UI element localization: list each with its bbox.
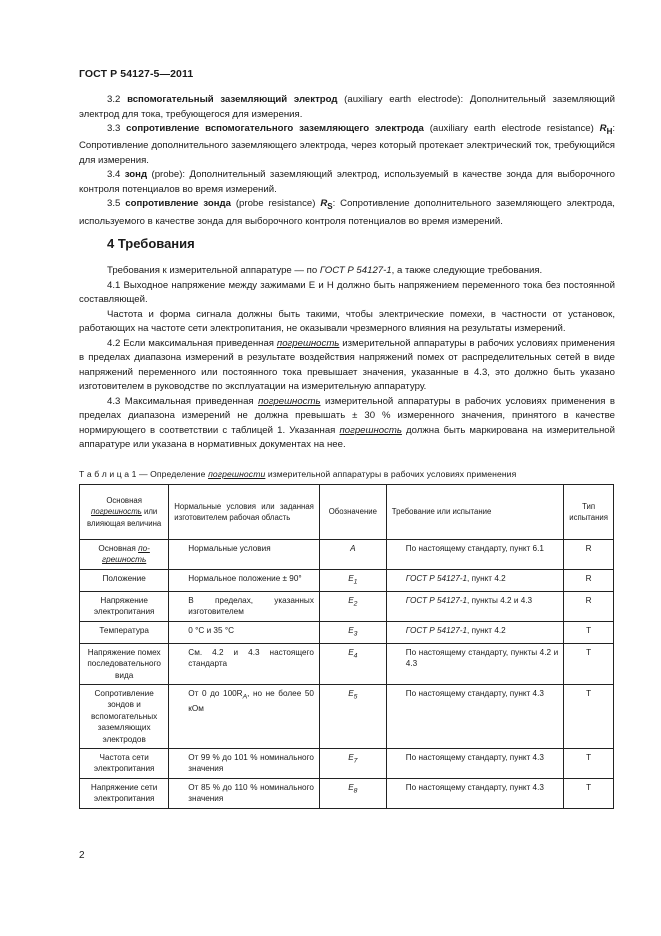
row-requirement: ГОСТ Р 54127-1, пункт 4.2	[386, 621, 563, 643]
table-header-row	[80, 485, 614, 540]
row-test-type: T	[564, 748, 614, 778]
row-test-type: T	[564, 778, 614, 808]
header-error: Основная погрешность или влияющая величина	[80, 485, 169, 540]
definition-3-4: 3.4 зонд (probe): Дополнительный заземляющий электрод, используемый в качестве зонда для выборочного контроля потенциалов во время измерений.	[79, 169, 615, 195]
table-row	[80, 621, 614, 643]
row-symbol: $E_7$	[319, 748, 386, 778]
row-quantity: Напряжение сети электропитания	[80, 778, 169, 808]
row-quantity: Сопротивление зондов и вспомогательных заземляющих электродов	[80, 684, 169, 748]
row-symbol: $E_3$	[319, 621, 386, 643]
table-row	[80, 778, 614, 808]
section-title: 4 Требования	[107, 236, 195, 251]
row-test-type: R	[564, 540, 614, 570]
req-4-2: 4.2 Если максимальная приведенная погрешность измерительной аппаратуры в рабочих условиях применения в пределах диапазона измерений в результате воздействия напряжений помех от распределительных сетей в виде напряжений переменного или постоянного тока превышает значения, указанные в 4.3, это должно быть указано изготовителем в руководстве по эксплуатации на измерительную аппаратуру.	[79, 337, 615, 392]
row-requirement: По настоящему стандарту, пункт 6.1	[386, 540, 563, 570]
row-requirement: ГОСТ Р 54127-1, пункты 4.2 и 4.3	[386, 591, 563, 621]
row-symbol: A	[319, 540, 386, 570]
header-symbol: Обозначение	[319, 485, 386, 540]
table-row	[80, 540, 614, 570]
row-conditions: От 0 до $100R_A$, но не более 50 кОм	[169, 684, 320, 748]
row-quantity: Положение	[80, 569, 169, 591]
row-test-type: T	[564, 643, 614, 684]
row-symbol: $E_8$	[319, 778, 386, 808]
row-quantity: Основная по-грешность	[80, 540, 169, 570]
definition-3-3: 3.3 сопротивление вспомогательного заземляющего электрода (auxiliary earth electrode resistance) $R_H$: Сопротивление дополнительного заземляющего электрода, через который протекает электрический ток, требующийся для измерения.	[79, 123, 616, 166]
row-requirement: По настоящему стандарту, пункт 4.3	[386, 748, 563, 778]
row-quantity: Температура	[80, 621, 169, 643]
row-symbol: $E_5$	[319, 684, 386, 748]
error-table	[79, 484, 614, 809]
header-requirement: Требование или испытание	[386, 485, 563, 540]
table-row	[80, 591, 614, 621]
row-conditions: В пределах, указанных изготовителем	[169, 591, 320, 621]
row-requirement: ГОСТ Р 54127-1, пункт 4.2	[386, 569, 563, 591]
row-conditions: От 99 % до 101 % номинального значения	[169, 748, 320, 778]
row-symbol: $E_1$	[319, 569, 386, 591]
row-test-type: T	[564, 684, 614, 748]
row-conditions: Нормальные условия	[169, 540, 320, 570]
req-4-1-cont: Частота и форма сигнала должны быть такими, чтобы электрические помехи, в частности от установок, работающих на частоте сети электропитания, не оказывали чрезмерного влияния на результаты измерений.	[79, 308, 615, 334]
table-row	[80, 748, 614, 778]
definition-3-5: 3.5 сопротивление зонда (probe resistance) $R_S$: Сопротивление дополнительного заземляющего электрода, используемого в качестве зонда для выборочного контроля потенциалов во время измерений.	[79, 198, 615, 227]
row-symbol: $E_4$	[319, 643, 386, 684]
document-header: ГОСТ Р 54127-5—2011	[79, 68, 194, 80]
row-quantity: Частота сети электропитания	[80, 748, 169, 778]
row-requirement: По настоящему стандарту, пункт 4.3	[386, 778, 563, 808]
row-requirement: По настоящему стандарту, пункт 4.3	[386, 684, 563, 748]
table-row	[80, 643, 614, 684]
req-intro: Требования к измерительной аппаратуре — по ГОСТ Р 54127-1, а также следующие требования.	[107, 265, 543, 276]
row-test-type: T	[564, 621, 614, 643]
definition-3-2: 3.2 вспомогательный заземляющий электрод (auxiliary earth electrode): Дополнительный заземляющий электрод для тока, требующегося для измерения.	[79, 94, 615, 120]
row-conditions: См. 4.2 и 4.3 настоящего стандарта	[169, 643, 320, 684]
table-row	[80, 569, 614, 591]
page-number: 2	[79, 850, 85, 861]
row-test-type: R	[564, 569, 614, 591]
definitions-block	[79, 93, 615, 229]
row-conditions: 0 °C и 35 °C	[169, 621, 320, 643]
requirements-block	[79, 264, 615, 453]
table-row	[80, 684, 614, 748]
header-test-type: Тип испытания	[564, 485, 614, 540]
row-quantity: Напряжение помех последовательного вида	[80, 643, 169, 684]
row-conditions: Нормальное положение ± 90°	[169, 569, 320, 591]
req-4-3: 4.3 Максимальная приведенная погрешность измерительной аппаратуры в рабочих условиях применения в пределах диапазона измерений не должна превышать ± 30 % измеренного значения, принятого в качестве нормирующего в соответствии с таблицей 1. Указанная погрешность должна быть маркирована на измерительной аппаратуре или указана в нормативных документах на нее.	[79, 395, 616, 450]
req-4-1: 4.1 Выходное напряжение между зажимами E и H должно быть напряжением переменного тока без постоянной составляющей.	[79, 279, 615, 305]
row-conditions: От 85 % до 110 % номинального значения	[169, 778, 320, 808]
row-test-type: R	[564, 591, 614, 621]
row-requirement: По настоящему стандарту, пункты 4.2 и 4.3	[386, 643, 563, 684]
header-conditions: Нормальные условия или заданная изготовителем рабочая область	[169, 485, 320, 540]
row-quantity: Напряжение электропитания	[80, 591, 169, 621]
row-symbol: $E_2$	[319, 591, 386, 621]
table-caption: Т а б л и ц а 1 — Определение погрешности измерительной аппаратуры в рабочих условиях применения	[79, 469, 517, 479]
